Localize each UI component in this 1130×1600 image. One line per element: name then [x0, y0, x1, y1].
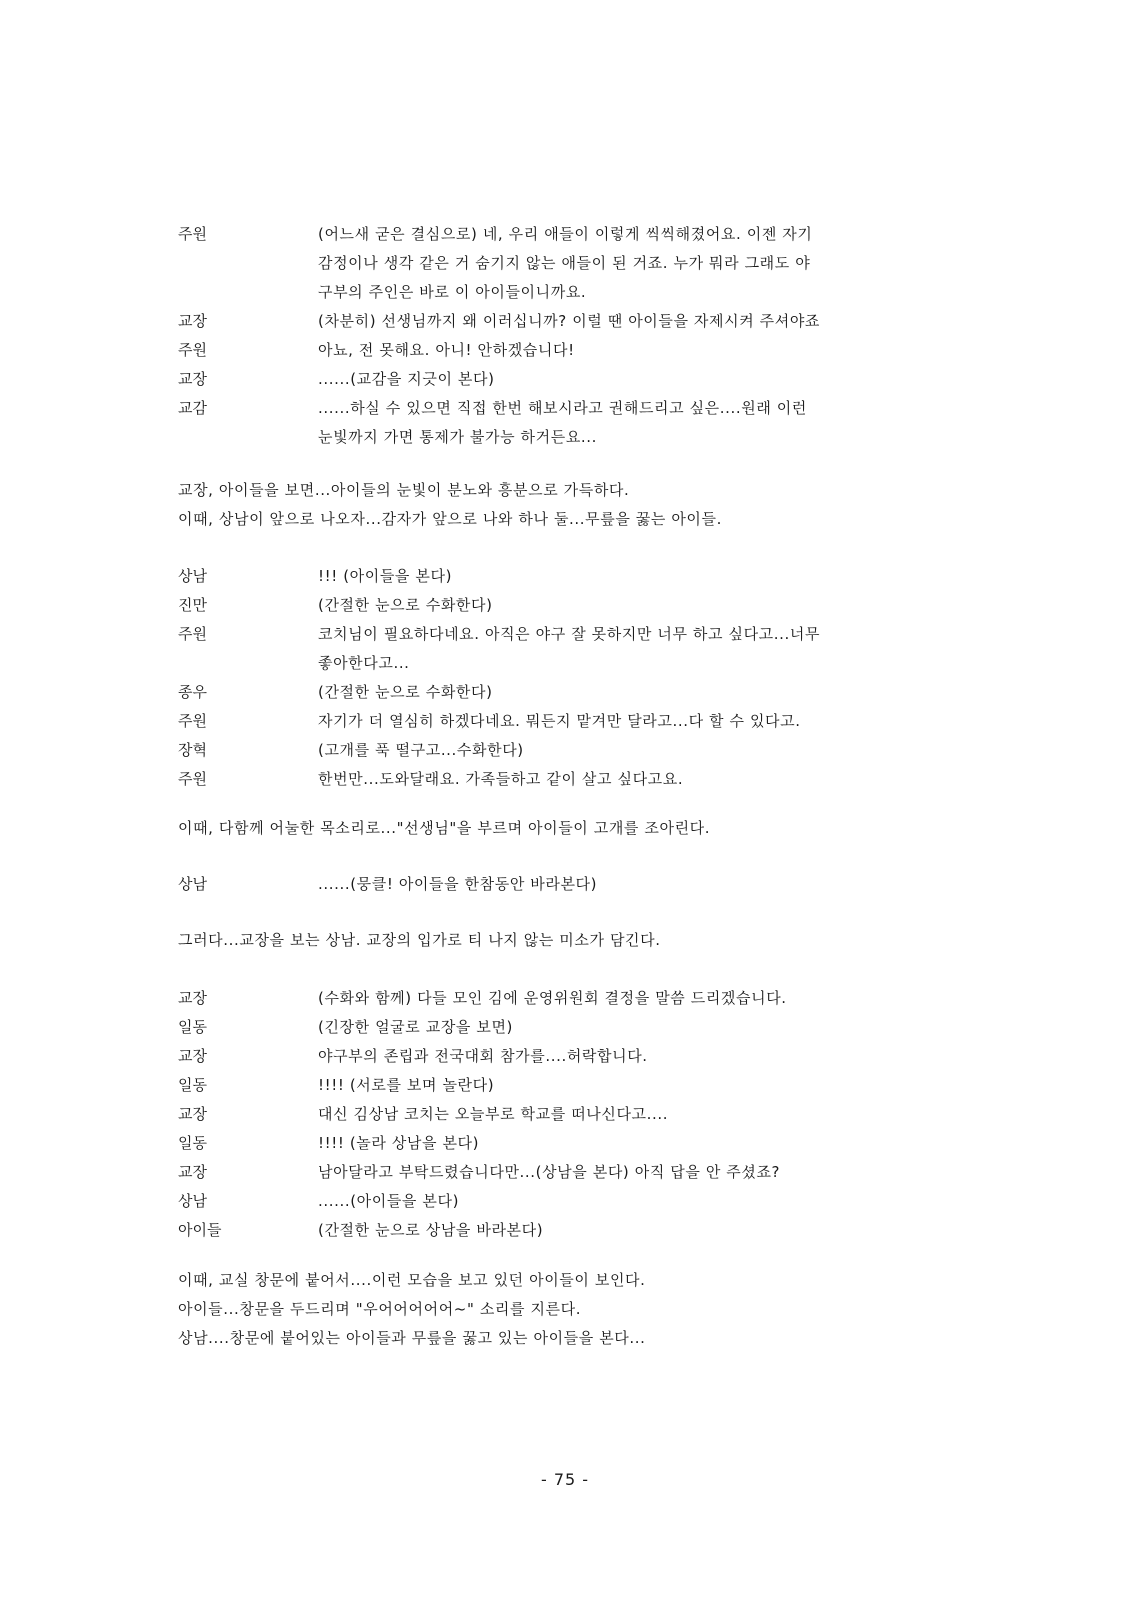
dialogue-text: (수화와 함께) 다들 모인 김에 운영위원회 결정을 말씀 드리겠습니다.	[318, 989, 787, 1007]
dialogue-line	[178, 870, 948, 899]
dialogue-text: ......(아이들을 본다)	[318, 1192, 460, 1210]
dialogue-line	[178, 1013, 948, 1042]
dialogue-line	[178, 1100, 948, 1129]
dialogue-line	[178, 249, 948, 278]
dialogue-text: 한번만...도와달래요. 가족들하고 같이 살고 싶다고요.	[318, 770, 684, 788]
dialogue-text: (간절한 눈으로 상남을 바라본다)	[318, 1221, 544, 1239]
dialogue-line	[178, 307, 948, 336]
dialogue-line	[178, 336, 948, 365]
dialogue-text: 코치님이 필요하다네요. 아직은 야구 잘 못하지만 너무 하고 싶다고...너무	[318, 625, 821, 643]
dialogue-block-4	[178, 984, 948, 1245]
stage-direction-2	[178, 814, 948, 843]
dialogue-text: 자기가 더 열심히 하겠다네요. 뭐든지 맡겨만 달라고...다 할 수 있다고.	[318, 712, 801, 730]
speaker-name: 교장	[178, 1105, 207, 1123]
speaker-name: 교장	[178, 312, 207, 330]
speaker-name: 주원	[178, 225, 207, 243]
speaker-name: 종우	[178, 683, 207, 701]
dialogue-line	[178, 591, 948, 620]
speaker-name: 교장	[178, 1047, 207, 1065]
dialogue-text: 아뇨, 전 못해요. 아니! 안하겠습니다!	[318, 341, 575, 359]
speaker-name: 주원	[178, 712, 207, 730]
dialogue-text: 감정이나 생각 같은 거 숨기지 않는 애들이 된 거죠. 누가 뭐라 그래도 야	[318, 254, 811, 272]
speaker-name: 상남	[178, 1192, 207, 1210]
speaker-name: 주원	[178, 341, 207, 359]
dialogue-line	[178, 562, 948, 591]
speaker-name: 장혁	[178, 741, 207, 759]
dialogue-line	[178, 984, 948, 1013]
dialogue-block-1	[178, 220, 948, 452]
speaker-name: 일동	[178, 1134, 207, 1152]
dialogue-line	[178, 423, 948, 452]
speaker-name: 교장	[178, 1163, 207, 1181]
speaker-name: 일동	[178, 1018, 207, 1036]
speaker-name: 주원	[178, 770, 207, 788]
dialogue-line	[178, 220, 948, 249]
dialogue-line	[178, 1187, 948, 1216]
dialogue-text: 야구부의 존립과 전국대회 참가를....허락합니다.	[318, 1047, 648, 1065]
dialogue-line	[178, 1129, 948, 1158]
speaker-name: 교장	[178, 989, 207, 1007]
stage-direction-line: 이때, 다함께 어눌한 목소리로..."선생님"을 부르며 아이들이 고개를 조아린다.	[178, 819, 711, 837]
dialogue-block-3	[178, 870, 948, 899]
speaker-name: 상남	[178, 875, 207, 893]
speaker-name: 교감	[178, 399, 207, 417]
dialogue-text: (차분히) 선생님까지 왜 이러십니까? 이럴 땐 아이들을 자제시켜 주셔야죠	[318, 312, 821, 330]
dialogue-line	[178, 765, 948, 794]
dialogue-text: 남아달라고 부탁드렸습니다만...(상남을 본다) 아직 답을 안 주셨죠?	[318, 1163, 781, 1181]
dialogue-text: (고개를 푹 떨구고...수화한다)	[318, 741, 524, 759]
stage-direction-line: 아이들...창문을 두드리며 "우어어어어어~" 소리를 지른다.	[178, 1300, 582, 1318]
dialogue-text: !!!! (놀라 상남을 본다)	[318, 1134, 480, 1152]
dialogue-line	[178, 649, 948, 678]
dialogue-line	[178, 707, 948, 736]
dialogue-text: !!! (아이들을 본다)	[318, 567, 453, 585]
dialogue-line	[178, 394, 948, 423]
speaker-name: 상남	[178, 567, 207, 585]
speaker-name: 진만	[178, 596, 207, 614]
dialogue-line	[178, 1216, 948, 1245]
dialogue-text: 좋아한다고...	[318, 654, 410, 672]
dialogue-line	[178, 1158, 948, 1187]
dialogue-line	[178, 365, 948, 394]
dialogue-line	[178, 1071, 948, 1100]
dialogue-line	[178, 1042, 948, 1071]
dialogue-text: (긴장한 얼굴로 교장을 보면)	[318, 1018, 513, 1036]
dialogue-text: 대신 김상남 코치는 오늘부로 학교를 떠나신다고....	[318, 1105, 669, 1123]
dialogue-text: ......하실 수 있으면 직접 한번 해보시라고 권해드리고 싶은....원래 이런	[318, 399, 807, 417]
stage-direction-line: 교장, 아이들을 보면...아이들의 눈빛이 분노와 흥분으로 가득하다.	[178, 481, 630, 499]
stage-direction-1	[178, 476, 948, 534]
page-number: - 75 -	[540, 1470, 590, 1489]
dialogue-line	[178, 278, 948, 307]
dialogue-text: ......(교감을 지긋이 본다)	[318, 370, 495, 388]
stage-direction-4	[178, 1266, 948, 1353]
dialogue-text: ......(뭉클! 아이들을 한참동안 바라본다)	[318, 875, 598, 893]
dialogue-line	[178, 736, 948, 765]
dialogue-text: (간절한 눈으로 수화한다)	[318, 596, 493, 614]
dialogue-text: !!!! (서로를 보며 놀란다)	[318, 1076, 495, 1094]
stage-direction-line: 이때, 상남이 앞으로 나오자...감자가 앞으로 나와 하나 둘...무릎을 꿇는 아이들.	[178, 510, 722, 528]
stage-direction-line: 그러다...교장을 보는 상남. 교장의 입가로 티 나지 않는 미소가 담긴다.	[178, 931, 661, 949]
speaker-name: 일동	[178, 1076, 207, 1094]
stage-direction-line: 상남....창문에 붙어있는 아이들과 무릎을 꿇고 있는 아이들을 본다...	[178, 1329, 646, 1347]
dialogue-text: (어느새 굳은 결심으로) 네, 우리 애들이 이렇게 씩씩해졌어요. 이젠 자기	[318, 225, 813, 243]
dialogue-text: 눈빛까지 가면 통제가 불가능 하거든요...	[318, 428, 598, 446]
speaker-name: 주원	[178, 625, 207, 643]
dialogue-text: 구부의 주인은 바로 이 아이들이니까요.	[318, 283, 587, 301]
dialogue-text: (간절한 눈으로 수화한다)	[318, 683, 493, 701]
stage-direction-line: 이때, 교실 창문에 붙어서....이런 모습을 보고 있던 아이들이 보인다.	[178, 1271, 646, 1289]
stage-direction-3	[178, 926, 948, 955]
speaker-name: 교장	[178, 370, 207, 388]
dialogue-line	[178, 678, 948, 707]
speaker-name: 아이들	[178, 1221, 222, 1239]
dialogue-block-2	[178, 562, 948, 794]
dialogue-line	[178, 620, 948, 649]
